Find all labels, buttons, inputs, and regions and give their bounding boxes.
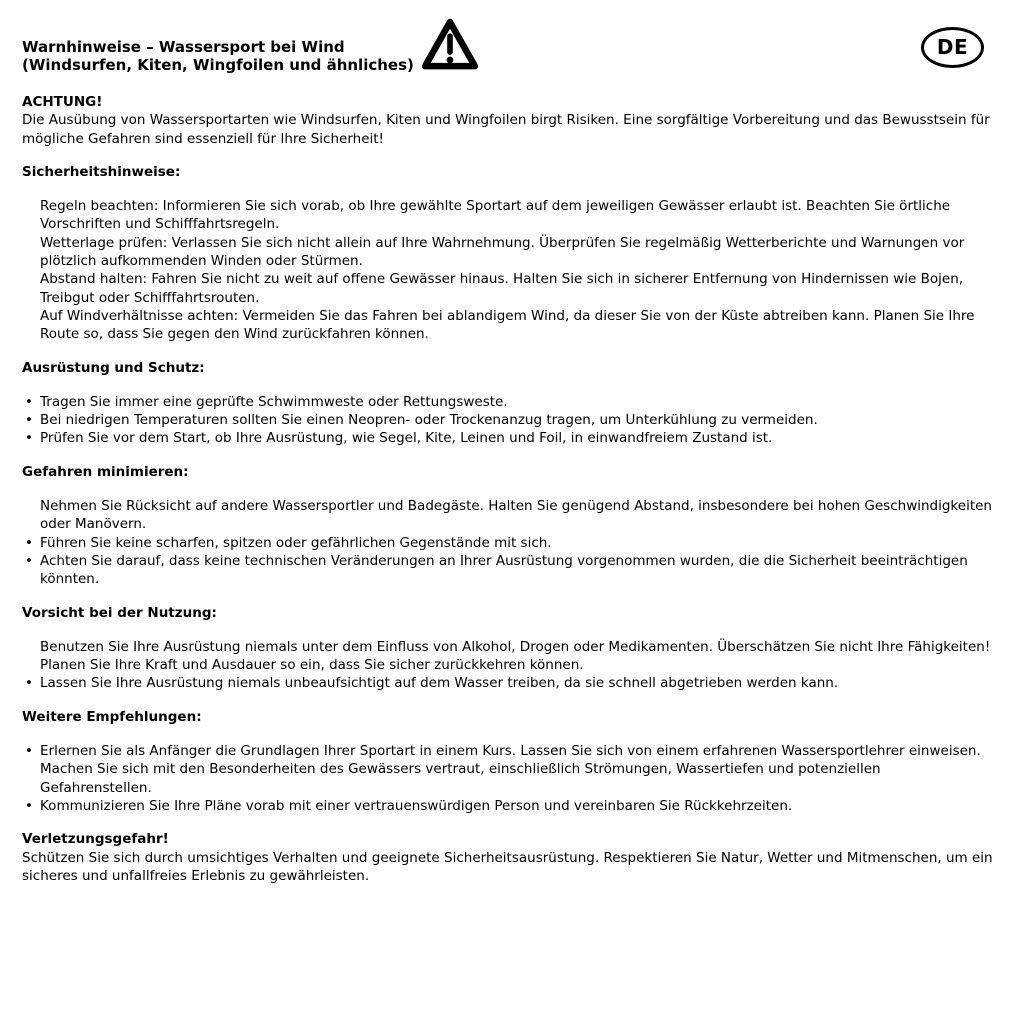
document-body [22,93,995,885]
section-heading: Weitere Empfehlungen: [22,708,202,725]
list-item: Abstand halten: Fahren Sie nicht zu weit auf offene Gewässer hinaus. Halten Sie sich in sicherer Entfernung von Hindernissen wie Bojen, Treibgut oder Schifffahrtsrouten. [40,271,964,306]
section-heading: Ausrüstung und Schutz: [22,359,205,376]
bullet-icon: • [25,412,33,429]
bullet-icon: • [25,393,33,410]
list-item: • Prüfen Sie vor dem Start, ob Ihre Ausrüstung, wie Segel, Kite, Leinen und Foil, in einwandfreiem Zustand ist. [25,430,773,447]
section-heading: Vorsicht bei der Nutzung: [22,604,217,621]
indent-block [40,197,995,343]
bullet-icon: • [25,534,33,551]
bullet-icon: • [25,430,33,447]
section-heading: Sicherheitshinweise: [22,163,181,180]
section-ausruestung [22,359,995,448]
section-achtung [22,93,995,148]
section-gefahren [22,463,995,589]
list-item: Auf Windverhältnisse achten: Vermeiden Sie das Fahren bei ablandigem Wind, da dieser Sie von der Küste abtreiben kann. Planen Sie Ihre Route so, dass Sie gegen den Wind zurückfahren können. [40,307,975,343]
section-paragraph: Schützen Sie sich durch umsichtiges Verhalten und geeignete Sicherheitsausrüstung. Respektieren Sie Natur, Wetter und Mitmenschen, um ein sicheres und unfallfreies Erlebnis zu gewährleisten. [22,849,993,884]
list-item: • Erlernen Sie als Anfänger die Grundlagen Ihrer Sportart in einem Kurs. Lassen Sie sich von einem erfahrenen Wassersportlehrer einweisen. [25,743,981,760]
bullet-list [22,638,995,693]
warning-triangle-icon [420,16,480,75]
section-vorsicht [22,604,995,693]
list-item: • Achten Sie darauf, dass keine technischen Veränderungen an Ihrer Ausrüstung vorgenommen wurden, die die Sicherheit beeinträchtigen könnten. [25,552,968,588]
title-line-1: Warnhinweise – Wassersport bei Wind [22,38,345,56]
bullet-icon: • [25,552,33,569]
section-paragraph: Die Ausübung von Wassersportarten wie Windsurfen, Kiten und Wingfoilen birgt Risiken. Eine sorgfältige Vorbereitung und das Bewusstsein für mögliche Gefahren sind essenziell für Ihre Sicherheit! [22,112,990,147]
list-item: • Führen Sie keine scharfen, spitzen oder gefährlichen Gegenstände mit sich. [25,534,552,551]
list-item: Regeln beachten: Informieren Sie sich vorab, ob Ihre gewählte Sportart auf dem jeweiligen Gewässer erlaubt ist. Beachten Sie örtliche Vorschriften und Schifffahrtsregeln. [40,198,951,233]
bullet-list [22,393,995,448]
list-item: • Bei niedrigen Temperaturen sollten Sie einen Neopren- oder Trockenanzug tragen, um Unterkühlung zu vermeiden. [25,412,818,429]
language-badge: DE [921,27,984,68]
list-item: Nehmen Sie Rücksicht auf andere Wassersportler und Badegäste. Halten Sie genügend Abstand, insbesondere bei hohen Geschwindigkeiten oder Manövern. [40,498,992,533]
list-item: Wetterlage prüfen: Verlassen Sie sich nicht allein auf Ihre Wahrnehmung. Überprüfen Sie regelmäßig Wetterberichte und Warnungen vor plötzlich aufkommenden Winden oder Stürmen. [40,234,965,270]
list-item: • Lassen Sie Ihre Ausrüstung niemals unbeaufsichtigt auf dem Wasser treiben, da sie schnell abgetrieben werden kann. [25,675,839,692]
section-heading: Verletzungsgefahr! [22,831,169,848]
section-heading: ACHTUNG! [22,94,103,110]
page-title [22,38,414,74]
list-item: • Tragen Sie immer eine geprüfte Schwimmweste oder Rettungsweste. [25,393,508,410]
section-sicherheitshinweise [22,163,995,344]
bullet-icon: • [25,675,33,692]
bullet-icon: • [25,797,33,814]
title-line-2: (Windsurfen, Kiten, Wingfoilen und ähnliches) [22,56,414,74]
list-item: Machen Sie sich mit den Besonderheiten des Gewässers vertraut, einschließlich Strömungen, Wassertiefen und potenziellen Gefahrenstellen. [40,761,881,796]
bullet-list [22,497,995,588]
section-heading: Gefahren minimieren: [22,463,189,480]
list-item: Benutzen Sie Ihre Ausrüstung niemals unter dem Einfluss von Alkohol, Drogen oder Medikamenten. Überschätzen Sie nicht Ihre Fähigkeiten! Planen Sie Ihre Kraft und Ausdauer so ein, dass Sie sicher zurückkehren können. [40,638,991,674]
bullet-icon: • [25,743,33,760]
document-header [22,14,995,75]
bullet-list [22,742,995,815]
list-item: • Kommunizieren Sie Ihre Pläne vorab mit einer vertrauenswürdigen Person und vereinbaren Sie Rückkehrzeiten. [25,797,793,814]
section-weitere [22,708,995,815]
section-verletzung [22,830,995,885]
